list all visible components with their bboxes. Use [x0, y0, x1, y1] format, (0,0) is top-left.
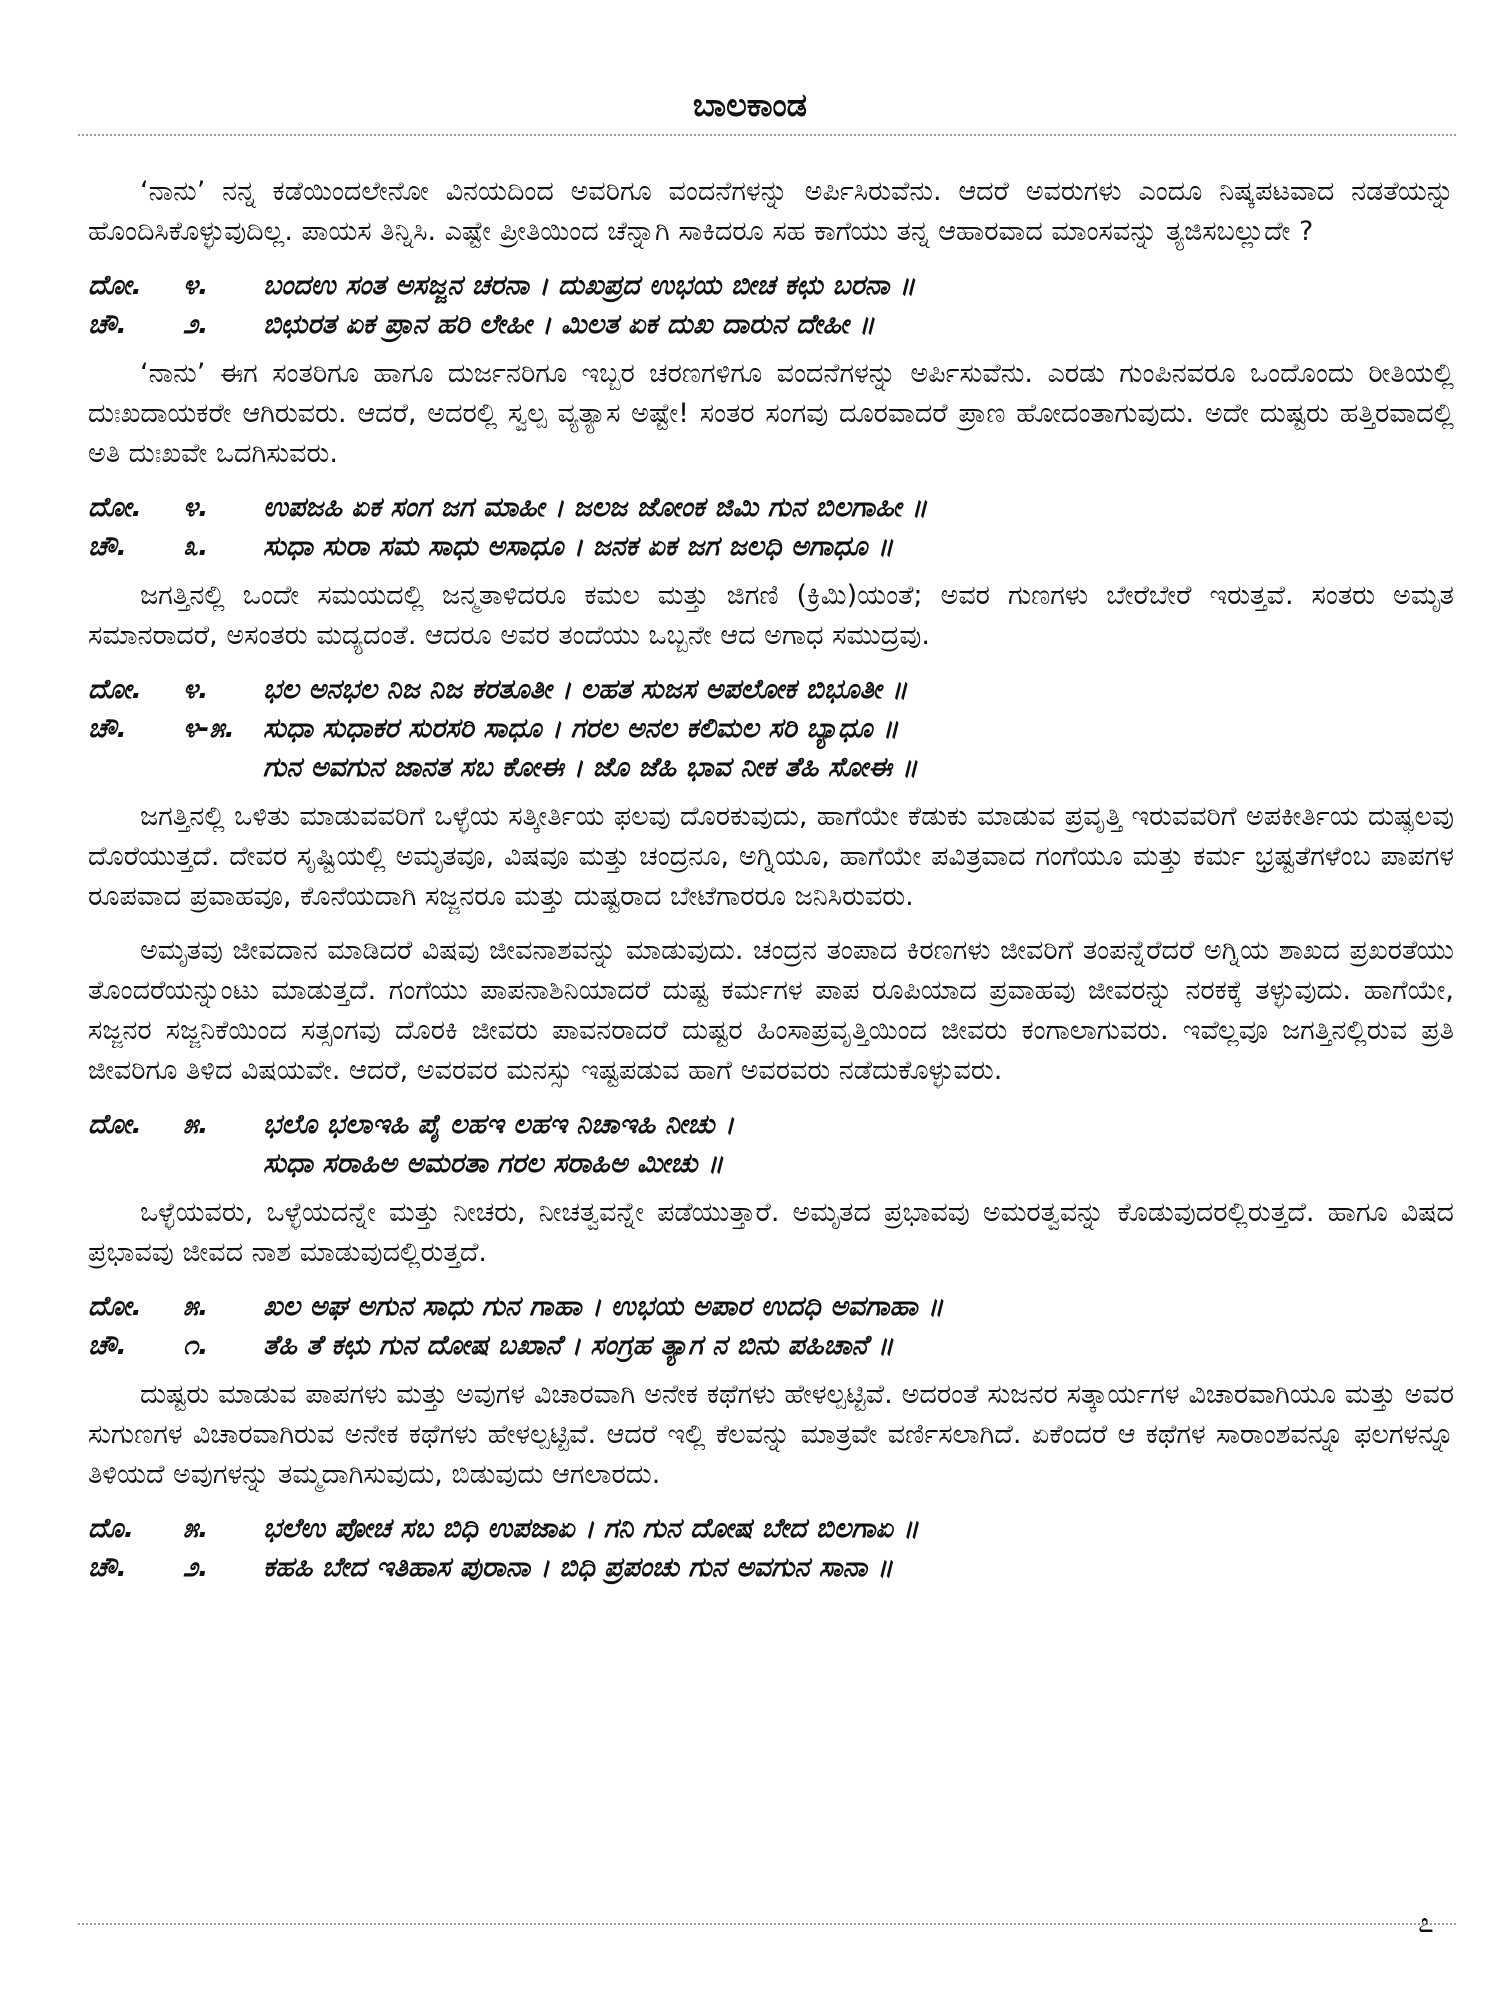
verse-type-label: ದೋ. [88, 270, 142, 301]
prose-paragraph: ಒಳ್ಳೆಯವರು, ಒಳ್ಳೆಯದನ್ನೇ ಮತ್ತು ನೀಚರು, ನೀಚತ್ವವನ್ನೇ ಪಡೆಯುತ್ತಾರೆ. ಅಮೃತದ ಪ್ರಭಾವವು ಅಮರತ್ವವನ್ನು ಕೊಡುವುದರಲ್ಲಿರುತ್ತದೆ. ಹಾಗೂ ವಿಷದ ಪ್ರಭಾವವು ಜೀವದ ನಾಶ ಮಾಡುವುದಲ್ಲಿರುತ್ತದೆ. [88, 1197, 1454, 1268]
verse-text: ಸುಧಾ ಸುಧಾಕರ ಸುರಸರಿ ಸಾಧೂ । ಗರಲ ಅನಲ ಕಲಿಮಲ ಸರಿ ಬ್ಯಾಧೂ ॥ [263, 713, 899, 744]
verse-block [88, 1287, 1454, 1365]
verse-block [88, 670, 1454, 787]
verse-line [88, 1326, 1454, 1365]
prose-paragraph: ದುಷ್ಟರು ಮಾಡುವ ಪಾಪಗಳು ಮತ್ತು ಅವುಗಳ ವಿಚಾರವಾಗಿ ಅನೇಕ ಕಥೆಗಳು ಹೇಳಲ್ಪಟ್ಟಿವೆ. ಅದರಂತೆ ಸುಜನರ ಸತ್ಕಾರ್ಯಗಳ ವಿಚಾರವಾಗಿಯೂ ಮತ್ತು ಅವರ ಸುಗುಣಗಳ ವಿಚಾರವಾಗಿರುವ ಅನೇಕ ಕಥೆಗಳು ಹೇಳಲ್ಪಟ್ಟಿವೆ. ಆದರೆ ಇಲ್ಲಿ ಕೆಲವನ್ನು ಮಾತ್ರವೇ ವರ್ಣಿಸಲಾಗಿದೆ. ಏಕೆಂದರೆ ಆ ಕಥೆಗಳ ಸಾರಾಂಶವನ್ನೂ ಫಲಗಳನ್ನೂ ತಿಳಿಯದೆ ಅವುಗಳನ್ನು ತಮ್ಮದಾಗಿಸುವುದು, ಬಿಡುವುದು ಆಗಲಾರದು. [88, 1379, 1454, 1490]
prose-paragraph: ಅಮೃತವು ಜೀವದಾನ ಮಾಡಿದರೆ ವಿಷವು ಜೀವನಾಶವನ್ನು ಮಾಡುವುದು. ಚಂದ್ರನ ತಂಪಾದ ಕಿರಣಗಳು ಜೀವರಿಗೆ ತಂಪನ್ನೆರೆದರೆ ಅಗ್ನಿಯ ಶಾಖದ ಪ್ರಖರತೆಯು ತೊಂದರೆಯನ್ನುಂಟು ಮಾಡುತ್ತದೆ. ಗಂಗೆಯು ಪಾಪನಾಶಿನಿಯಾದರೆ ದುಷ್ಟ ಕರ್ಮಗಳ ಪಾಪ ರೂಪಿಯಾದ ಪ್ರವಾಹವು ಜೀವರನ್ನು ನರಕಕ್ಕೆ ತಳ್ಳುವುದು. ಹಾಗೆಯೇ, ಸಜ್ಜನರ ಸಜ್ಜನಿಕೆಯಿಂದ ಸತ್ಸಂಗವು ದೊರಕಿ ಜೀವರು ಪಾವನರಾದರೆ ದುಷ್ಟರ ಹಿಂಸಾಪ್ರವೃತ್ತಿಯಿಂದ ಜೀವರು ಕಂಗಾಲಾಗುವರು. ಇವೆಲ್ಲವೂ ಜಗತ್ತಿನಲ್ಲಿರುವ ಪ್ರತಿ ಜೀವರಿಗೂ ತಿಳಿದ ವಿಷಯವೇ. ಆದರೆ, ಅವರವರ ಮನಸ್ಸು ಇಷ್ಟಪಡುವ ಹಾಗೆ ಅವರವರು ನಡೆದುಕೊಳ್ಳುವರು. [88, 935, 1454, 1086]
verse-type-label: ಚೌ. [88, 531, 127, 562]
verse-text: ತೆಹಿ ತೆ ಕಛು ಗುನ ದೋಷ ಬಖಾನೆ । ಸಂಗ್ರಹ ತ್ಯಾಗ ನ ಬಿನು ಪಹಿಚಾನೆ ॥ [263, 1330, 894, 1361]
verse-line [88, 1287, 1454, 1326]
verse-number [183, 1144, 263, 1183]
running-head: ಬಾಲಕಾಂಡ [692, 86, 808, 124]
header-rule [78, 134, 1456, 136]
verse-number: ೪-೫. [183, 713, 235, 744]
prose-paragraph: ಜಗತ್ತಿನಲ್ಲಿ ಒಳಿತು ಮಾಡುವವರಿಗೆ ಒಳ್ಳೆಯ ಸತ್ಕೀರ್ತಿಯ ಫಲವು ದೊರಕುವುದು, ಹಾಗೆಯೇ ಕೆಡುಕು ಮಾಡುವ ಪ್ರವೃತ್ತಿ ಇರುವವರಿಗೆ ಅಪಕೀರ್ತಿಯ ದುಷ್ಫಲವು ದೊರೆಯುತ್ತದೆ. ದೇವರ ಸೃಷ್ಟಿಯಲ್ಲಿ ಅಮೃತವೂ, ವಿಷವೂ ಮತ್ತು ಚಂದ್ರನೂ, ಅಗ್ನಿಯೂ, ಹಾಗೆಯೇ ಪವಿತ್ರವಾದ ಗಂಗೆಯೂ ಮತ್ತು ಕರ್ಮ ಭ್ರಷ್ಟತೆಗಳೆಂಬ ಪಾಪಗಳ ರೂಪವಾದ ಪ್ರವಾಹವೂ, ಕೊನೆಯದಾಗಿ ಸಜ್ಜನರೂ ಮತ್ತು ದುಷ್ಟರಾದ ಬೇಟೆಗಾರರೂ ಜನಿಸಿರುವರು. [88, 801, 1454, 912]
verse-line [88, 1105, 1454, 1144]
verse-type-label: ಚೌ. [88, 309, 127, 340]
verse-type-label: ದೊ. [88, 1513, 135, 1544]
verse-line [88, 670, 1454, 709]
verse-type-label: ಚೌ. [88, 713, 127, 744]
verse-number: ೫. [183, 1291, 209, 1322]
page-number: ೭ [1418, 1906, 1434, 1939]
verse-text: ಖಲ ಅಘ ಅಗುನ ಸಾಧು ಗುನ ಗಾಹಾ । ಉಭಯ ಅಪಾರ ಉದಧಿ ಅವಗಾಹಾ ॥ [263, 1291, 944, 1322]
verse-type-label: ಚೌ. [88, 1330, 127, 1361]
verse-line [88, 527, 1454, 566]
verse-line [88, 305, 1454, 344]
prose-paragraph: ಜಗತ್ತಿನಲ್ಲಿ ಒಂದೇ ಸಮಯದಲ್ಲಿ ಜನ್ಮತಾಳಿದರೂ ಕಮಲ ಮತ್ತು ಜಿಗಣಿ (ಕ್ರಿಮಿ)ಯಂತೆ; ಅವರ ಗುಣಗಳು ಬೇರೆಬೇರೆ ಇರುತ್ತವೆ. ಸಂತರು ಅಮೃತ ಸಮಾನರಾದರೆ, ಅಸಂತರು ಮದ್ಯದಂತೆ. ಆದರೂ ಅವರ ತಂದೆಯು ಒಬ್ಬನೇ ಆದ ಅಗಾಧ ಸಮುದ್ರವು. [88, 580, 1454, 651]
verse-text: ಸುಧಾ ಸುರಾ ಸಮ ಸಾಧು ಅಸಾಧೂ । ಜನಕ ಏಕ ಜಗ ಜಲಧಿ ಅಗಾಧೂ ॥ [263, 531, 894, 562]
verse-text: ಕಹಹಿ ಬೇದ ಇತಿಹಾಸ ಪುರಾನಾ । ಬಿಧಿ ಪ್ರಪಂಚು ಗುನ ಅವಗುನ ಸಾನಾ ॥ [263, 1552, 893, 1583]
verse-text: ಭಲ ಅನಭಲ ನಿಜ ನಿಜ ಕರತೂತೀ । ಲಹತ ಸುಜಸ ಅಪಲೋಕ ಬಿಭೂತೀ ॥ [263, 674, 908, 705]
verse-block [88, 1509, 1454, 1587]
verse-type-label [88, 1144, 183, 1183]
verse-text: ಬಂದಉ ಸಂತ ಅಸಜ್ಜನ ಚರನಾ । ದುಖಪ್ರದ ಉಭಯ ಬೀಚ ಕಛು ಬರನಾ ॥ [263, 270, 916, 301]
verse-number: ೨. [183, 309, 209, 340]
verse-type-label: ದೋ. [88, 1291, 142, 1322]
prose-paragraph: ‘ನಾನು’ ಈಗ ಸಂತರಿಗೂ ಹಾಗೂ ದುರ್ಜನರಿಗೂ ಇಬ್ಬರ ಚರಣಗಳಿಗೂ ವಂದನೆಗಳನ್ನು ಅರ್ಪಿಸುವೆನು. ಎರಡು ಗುಂಪಿನವರೂ ಒಂದೊಂದು ರೀತಿಯಲ್ಲಿ ದುಃಖದಾಯಕರೇ ಆಗಿರುವರು. ಆದರೆ, ಅದರಲ್ಲಿ ಸ್ವಲ್ಪ ವ್ಯತ್ಯಾಸ ಅಷ್ಟೇ! ಸಂತರ ಸಂಗವು ದೂರವಾದರೆ ಪ್ರಾಣ ಹೋದಂತಾಗುವುದು. ಅದೇ ದುಷ್ಟರು ಹತ್ತಿರವಾದಲ್ಲಿ ಅತಿ ದುಃಖವೇ ಒದಗಿಸುವರು. [88, 358, 1454, 469]
verse-type-label: ದೋ. [88, 492, 142, 523]
verse-text: ಉಪಜಹಿ ಏಕ ಸಂಗ ಜಗ ಮಾಹೀ । ಜಲಜ ಜೋಂಕ ಜಿಮಿ ಗುನ ಬಿಲಗಾಹೀ ॥ [263, 492, 928, 523]
prose-paragraph: ‘ನಾನು’ ನನ್ನ ಕಡೆಯಿಂದಲೇನೋ ವಿನಯದಿಂದ ಅವರಿಗೂ ವಂದನೆಗಳನ್ನು ಅರ್ಪಿಸಿರುವೆನು. ಆದರೆ ಅವರುಗಳು ಎಂದೂ ನಿಷ್ಕಪಟವಾದ ನಡತೆಯನ್ನು ಹೊಂದಿಸಿಕೊಳ್ಳುವುದಿಲ್ಲ. ಪಾಯಸ ತಿನ್ನಿಸಿ. ಎಷ್ಟೇ ಪ್ರೀತಿಯಿಂದ ಚೆನ್ನಾಗಿ ಸಾಕಿದರೂ ಸಹ ಕಾಗೆಯು ತನ್ನ ಆಹಾರವಾದ ಮಾಂಸವನ್ನು ತ್ಯಜಿಸಬಲ್ಲುದೇ ? [88, 176, 1454, 247]
verse-number: ೪. [183, 674, 209, 705]
verse-line [88, 748, 1454, 787]
verse-number: ೩. [183, 531, 209, 562]
verse-type-label [88, 748, 183, 787]
verse-number: ೪. [183, 270, 209, 301]
page-body [88, 172, 1454, 1597]
verse-block [88, 488, 1454, 566]
verse-type-label: ಚೌ. [88, 1552, 127, 1583]
verse-number: ೨. [183, 1552, 209, 1583]
footer-rule [78, 1923, 1456, 1925]
verse-number: ೪. [183, 492, 209, 523]
verse-line [88, 1509, 1454, 1548]
verse-block [88, 266, 1454, 344]
verse-text: ಸುಧಾ ಸರಾಹಿಅ ಅಮರತಾ ಗರಲ ಸರಾಹಿಅ ಮೀಚು ॥ [263, 1148, 724, 1179]
verse-number: ೫. [183, 1109, 209, 1140]
verse-line [88, 709, 1454, 748]
verse-text: ಗುನ ಅವಗುನ ಜಾನತ ಸಬ ಕೋಈ । ಜೊ ಜೆಹಿ ಭಾವ ನೀಕ ತೆಹಿ ಸೋಈ ॥ [263, 752, 918, 783]
verse-line [88, 1548, 1454, 1587]
verse-text: ಭಲೊ ಭಲಾಇಹಿ ಪೈ ಲಹಇ ಲಹಇ ನಿಚಾಇಹಿ ನೀಚು । [263, 1109, 735, 1140]
verse-block [88, 1105, 1454, 1183]
verse-number [183, 748, 263, 787]
verse-line [88, 266, 1454, 305]
verse-line [88, 1144, 1454, 1183]
verse-text: ಬಿಛುರತ ಏಕ ಪ್ರಾನ ಹರಿ ಲೇಹೀ । ಮಿಲತ ಏಕ ದುಖ ದಾರುನ ದೇಹೀ ॥ [263, 309, 875, 340]
verse-number: ೧. [183, 1330, 209, 1361]
verse-type-label: ದೋ. [88, 1109, 142, 1140]
verse-text: ಭಲೆಉ ಪೋಚ ಸಬ ಬಿಧಿ ಉಪಜಾಏ । ಗನಿ ಗುನ ದೋಷ ಬೇದ ಬಿಲಗಾಏ ॥ [263, 1513, 919, 1544]
verse-number: ೫. [183, 1513, 209, 1544]
verse-line [88, 488, 1454, 527]
verse-type-label: ದೋ. [88, 674, 142, 705]
